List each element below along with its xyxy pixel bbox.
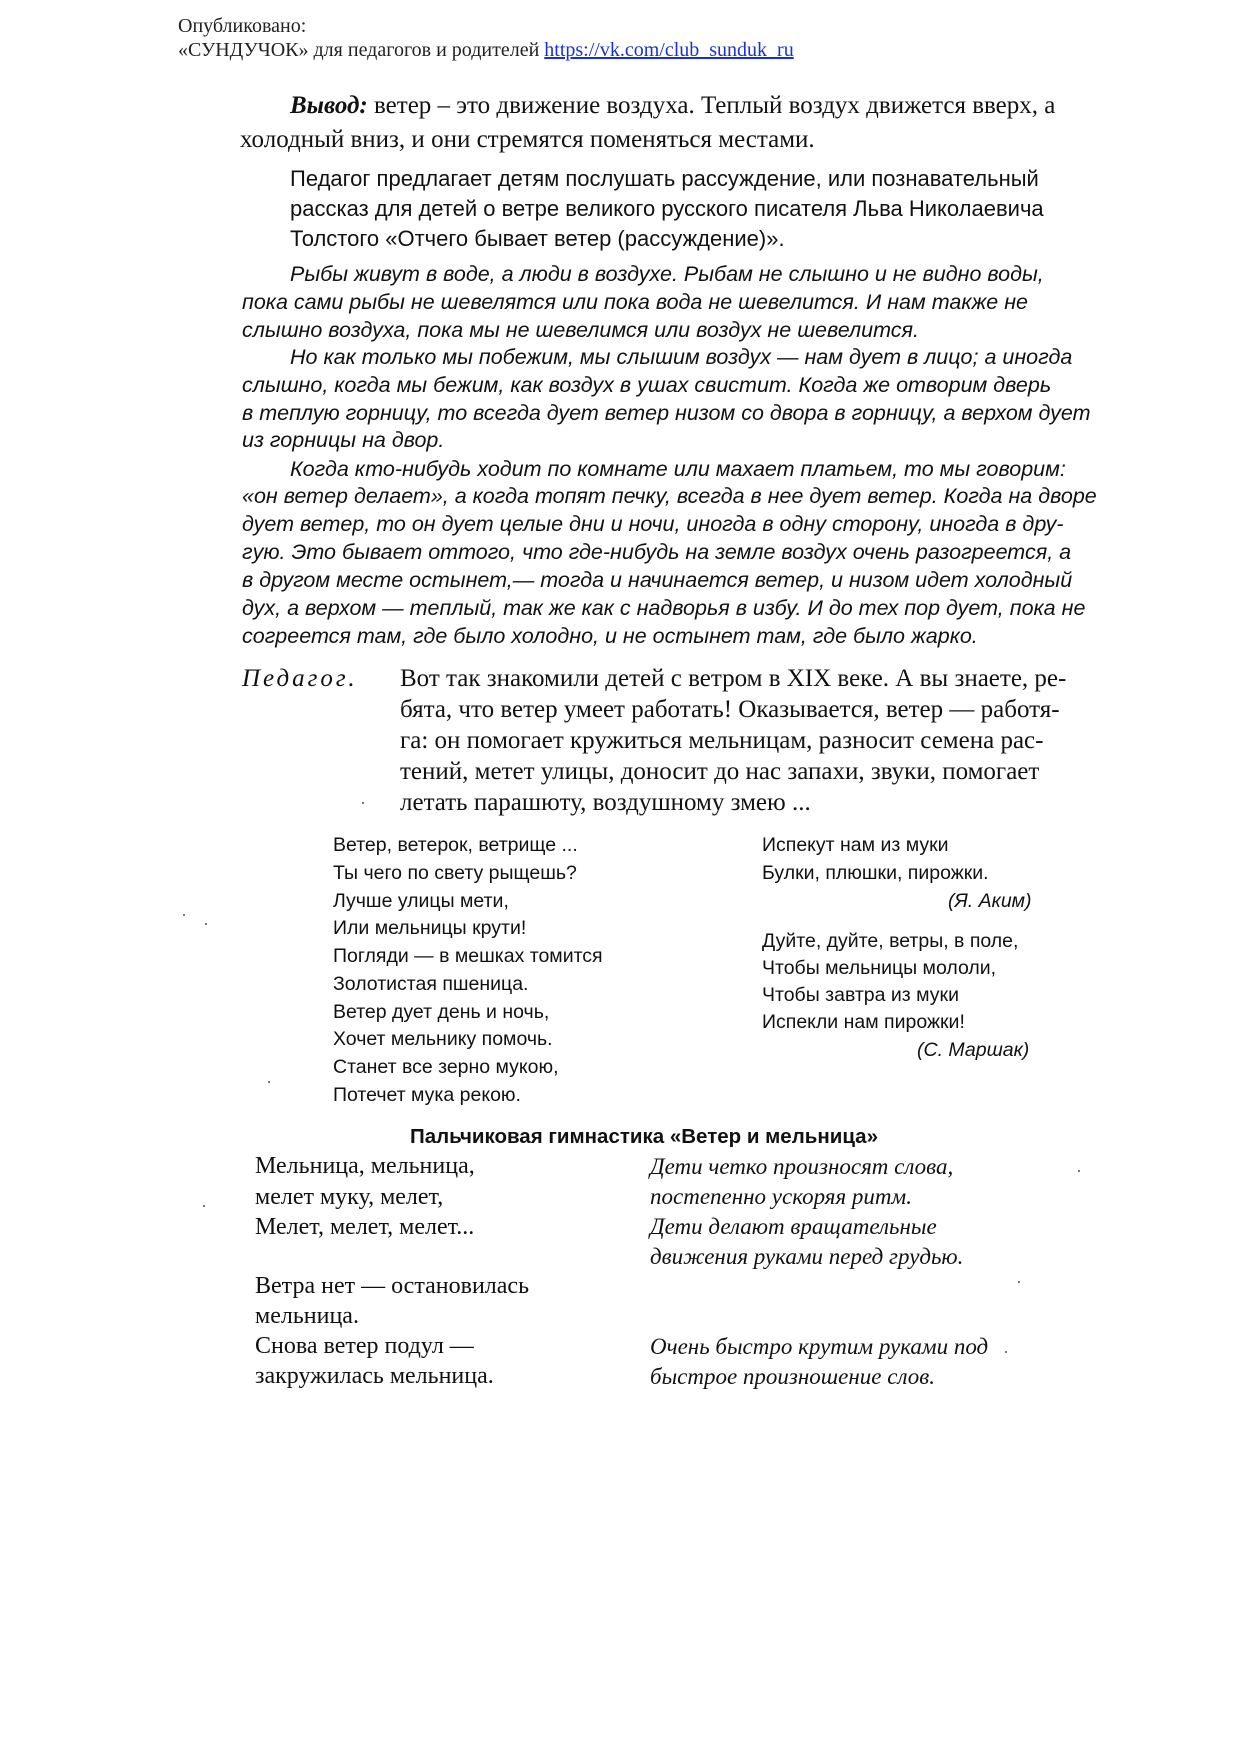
poem-left-line-2: Ты чего по свету рыщешь?	[333, 862, 577, 884]
gym-left-line-6: Снова ветер подул —	[255, 1333, 474, 1359]
story-line-4: Но как только мы побежим, мы слышим воздух — нам дует в лицо; а иногда	[290, 345, 1073, 369]
poem-left-line-9: Станет все зерно мукою,	[333, 1056, 559, 1078]
story-line-7: из горницы на двор.	[242, 428, 445, 452]
teacher-line-5: летать парашюту, воздушному змею ...	[400, 789, 811, 816]
poem-right-2-line-2: Чтобы мельницы мололи,	[762, 957, 997, 979]
intro-line-2: рассказ для детей о ветре великого русского писателя Льва Николаевича	[290, 196, 1044, 221]
poem-right-2-line-3: Чтобы завтра из муки	[762, 984, 959, 1006]
poem-left-line-4: Или мельницы крути!	[333, 917, 527, 939]
gym-left-line-7: закружилась мельница.	[255, 1363, 494, 1389]
scan-speck	[362, 802, 364, 804]
story-line-13: дух, а верхом — теплый, так же как с надворья в избу. И до тех пор дует, пока не	[242, 596, 1086, 620]
story-line-12: в другом месте остынет,— тогда и начинается ветер, и низом идет холодный	[242, 568, 1073, 592]
poem-left-line-1: Ветер, ветерок, ветрище ...	[333, 834, 578, 856]
intro-line-1: Педагог предлагает детям послушать рассуждение, или познавательный	[290, 166, 1039, 191]
scan-speck	[1018, 1281, 1020, 1283]
conclusion-label: Вывод:	[290, 92, 368, 119]
scan-speck	[1078, 1170, 1080, 1172]
gym-right-line-1: Дети четко произносят слова,	[650, 1154, 954, 1179]
gym-right-line-3: Дети делают вращательные	[650, 1214, 937, 1239]
story-line-9: «он ветер делает», а когда топят печку, всегда в нее дует ветер. Когда на дворе	[242, 484, 1097, 508]
scan-speck	[183, 914, 185, 916]
teacher-line-1: Вот так знакомили детей с ветром в XIX веке. А вы знаете, ре-	[400, 665, 1067, 692]
poem-right-1-line-1: Испекут нам из муки	[762, 834, 949, 856]
poem-right-1-line-2: Булки, плюшки, пирожки.	[762, 862, 989, 884]
story-line-11: гую. Это бывает оттого, что где-нибудь на земле воздух очень разогреется, а	[242, 540, 1072, 564]
gym-left-line-1: Мельница, мельница,	[255, 1153, 475, 1179]
gym-left-line-3: Мелет, мелет, мелет...	[255, 1214, 475, 1240]
poem-right-1-author: (Я. Аким)	[948, 890, 1032, 912]
story-line-2: пока сами рыбы не шевелятся или пока вода не шевелится. И нам также не	[242, 290, 1028, 314]
story-line-10: дует ветер, то он дует целые дни и ночи, иногда в одну сторону, иногда в дру-	[242, 512, 1064, 536]
gymnastics-title: Пальчиковая гимнастика «Ветер и мельница»	[410, 1125, 878, 1148]
story-line-1: Рыбы живут в воде, а люди в воздухе. Рыбам не слышно и не видно воды,	[290, 262, 1044, 286]
header-published-label: Опубликовано:	[178, 15, 307, 37]
conclusion-line-1	[290, 92, 1055, 120]
scan-speck	[1005, 1351, 1007, 1353]
poem-left-line-7: Ветер дует день и ночь,	[333, 1001, 550, 1023]
header-vk-link[interactable]: https://vk.com/club_sunduk_ru	[544, 39, 794, 61]
teacher-line-2: бята, что ветер умеет работать! Оказывается, ветер — работя-	[400, 696, 1060, 723]
poem-right-2-line-1: Дуйте, дуйте, ветры, в поле,	[762, 930, 1019, 952]
scan-speck	[205, 923, 207, 925]
gym-left-line-4: Ветра нет — остановилась	[255, 1273, 530, 1299]
gym-right-line-2: постепенно ускоряя ритм.	[650, 1184, 912, 1209]
gym-right-line-6: быстрое произношение слов.	[650, 1364, 935, 1389]
conclusion-line-2: холодный вниз, и они стремятся поменяться местами.	[240, 126, 815, 153]
gym-right-line-5: Очень быстро крутим руками под	[650, 1334, 989, 1359]
gym-left-line-5: мельница.	[255, 1303, 359, 1329]
story-line-14: согреется там, где было холодно, и не остынет там, где было жарко.	[242, 624, 978, 648]
intro-line-3: Толстого «Отчего бывает ветер (рассуждение)».	[290, 226, 785, 251]
header-source-text: «СУНДУЧОК» для педагогов и родителей	[178, 39, 540, 61]
publication-header	[178, 14, 794, 62]
story-line-5: слышно, когда мы бежим, как воздух в ушах свистит. Когда же отворим дверь	[242, 373, 1052, 397]
story-line-3: слышно воздуха, пока мы не шевелимся или воздух не шевелится.	[242, 318, 919, 342]
poem-right-2-author: (С. Маршак)	[917, 1039, 1030, 1061]
teacher-line-4: тений, метет улицы, доносит до нас запахи, звуки, помогает	[400, 758, 1040, 785]
teacher-line-3: га: он помогает кружиться мельницам, разносит семена рас-	[400, 727, 1044, 754]
story-line-8: Когда кто-нибудь ходит по комнате или махает платьем, то мы говорим:	[290, 457, 1066, 481]
poem-left-line-8: Хочет мельнику помочь.	[333, 1028, 553, 1050]
scan-speck	[268, 1081, 270, 1083]
scan-speck	[203, 1205, 205, 1207]
teacher-label: Педагог.	[242, 665, 358, 692]
poem-left-line-3: Лучше улицы мети,	[333, 890, 509, 912]
poem-left-line-6: Золотистая пшеница.	[333, 973, 529, 995]
story-line-6: в теплую горницу, то всегда дует ветер низом со двора в горницу, а верхом дует	[242, 401, 1091, 425]
conclusion-text-1: ветер – это движение воздуха. Теплый воздух движется вверх, а	[374, 92, 1056, 119]
poem-right-2-line-4: Испекли нам пирожки!	[762, 1011, 965, 1033]
gym-left-line-2: мелет муку, мелет,	[255, 1184, 444, 1210]
poem-left-line-10: Потечет мука рекою.	[333, 1084, 521, 1106]
header-source-line	[178, 38, 794, 62]
gym-right-line-4: движения руками перед грудью.	[650, 1244, 964, 1269]
poem-left-line-5: Погляди — в мешках томится	[333, 945, 603, 967]
